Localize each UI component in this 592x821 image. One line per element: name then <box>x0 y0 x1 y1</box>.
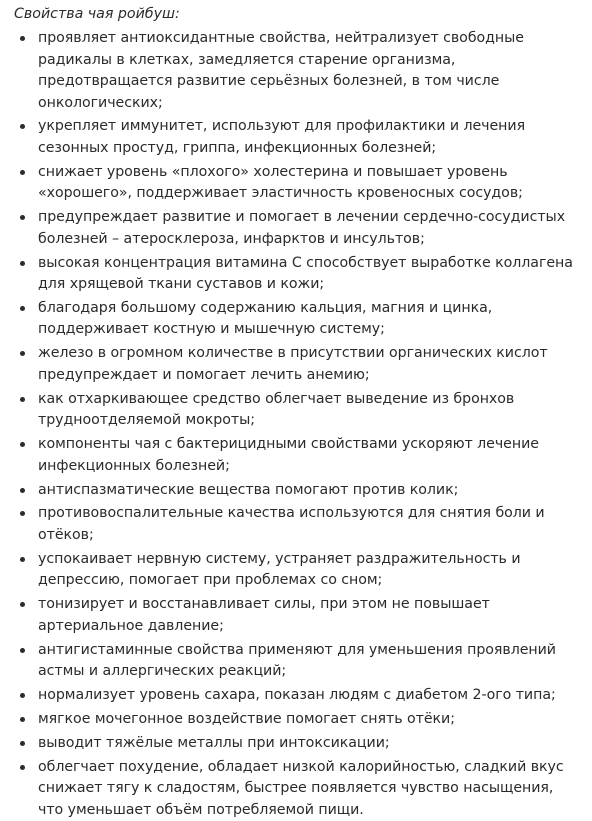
bullet-icon <box>20 602 25 607</box>
list-item <box>12 343 582 386</box>
list-item <box>12 733 582 755</box>
bullet-icon <box>20 442 25 447</box>
list-item-text: проявляет антиоксидантные свойства, нейтрализует свободные радикалы в клетках, замедляется старение организма, предотвращается развитие серьёзных болезней, в том числе онкологических; <box>38 30 524 111</box>
list-item <box>12 389 582 432</box>
list-item <box>12 685 582 707</box>
bullet-icon <box>20 765 25 770</box>
section-heading: Свойства чая ройбуш: <box>14 6 180 22</box>
list-item <box>12 162 582 205</box>
list-item-text: облегчает похудение, обладает низкой калорийностью, сладкий вкус снижает тягу к сладостям, быстрее появляется чувство насыщения, что уменьшает объём потребляемой пищи. <box>38 758 564 818</box>
bullet-icon <box>20 557 25 562</box>
list-item-text: антиспазматические вещества помогают против колик; <box>38 481 459 498</box>
list-item-text: предупреждает развитие и помогает в лечении сердечно-сосудистых болезней – атеросклероза, инфарктов и инсультов; <box>38 209 566 247</box>
list-item <box>12 253 582 296</box>
list-item <box>12 298 582 341</box>
list-item-text: компоненты чая с бактерицидными свойствами ускоряют лечение инфекционных болезней; <box>38 436 539 474</box>
list-item <box>12 640 582 683</box>
bullet-icon <box>20 397 25 402</box>
list-item-text: нормализует уровень сахара, показан людям с диабетом 2-ого типа; <box>38 686 556 703</box>
bullet-icon <box>20 124 25 129</box>
list-item-text: успокаивает нервную систему, устраняет раздражительность и депрессию, помогает при проблемах со сном; <box>38 550 521 589</box>
bullet-icon <box>20 306 25 311</box>
list-item-text: тонизирует и восстанавливает силы, при этом не повышает артериальное давление; <box>38 596 490 634</box>
list-item <box>12 480 582 502</box>
list-item <box>12 594 582 637</box>
list-item-text: противовоспалительные качества используются для снятия боли и отёков; <box>38 505 545 543</box>
list-item <box>12 207 582 250</box>
properties-list <box>12 28 582 821</box>
list-item <box>12 549 582 592</box>
list-item-text: железо в огромном количестве в присутствии органических кислот предупреждает и помогает лечить анемию; <box>38 345 548 383</box>
bullet-icon <box>20 693 25 698</box>
bullet-icon <box>20 511 25 516</box>
bullet-icon <box>20 36 25 41</box>
list-item-text: укрепляет иммунитет, используют для профилактики и лечения сезонных простуд, гриппа, инфекционных болезней; <box>38 118 526 156</box>
bullet-icon <box>20 215 25 220</box>
list-item-text: снижает уровень «плохого» холестерина и повышает уровень «хорошего», поддерживает эластичность кровеносных сосудов; <box>38 163 523 202</box>
list-item <box>12 757 582 821</box>
list-item-text: высокая концентрация витамина С способствует выработке коллагена для хрящевой ткани суставов и кожи; <box>38 254 573 293</box>
list-item <box>12 116 582 159</box>
bullet-icon <box>20 648 25 653</box>
list-item <box>12 709 582 731</box>
list-item <box>12 503 582 546</box>
list-item-text: антигистаминные свойства применяют для уменьшения проявлений астмы и аллергических реакций; <box>38 641 556 680</box>
list-item <box>12 434 582 477</box>
bullet-icon <box>20 741 25 746</box>
bullet-icon <box>20 170 25 175</box>
bullet-icon <box>20 488 25 493</box>
list-item <box>12 28 582 114</box>
bullet-icon <box>20 351 25 356</box>
list-item-text: благодаря большому содержанию кальция, магния и цинка, поддерживает костную и мышечную систему; <box>38 299 493 338</box>
list-item-text: мягкое мочегонное воздействие помогает снять отёки; <box>38 710 455 727</box>
list-item-text: выводит тяжёлые металлы при интоксикации; <box>38 734 390 751</box>
bullet-icon <box>20 261 25 266</box>
list-item-text: как отхаркивающее средство облегчает выведение из бронхов трудноотделяемой мокроты; <box>38 390 515 429</box>
bullet-icon <box>20 717 25 722</box>
